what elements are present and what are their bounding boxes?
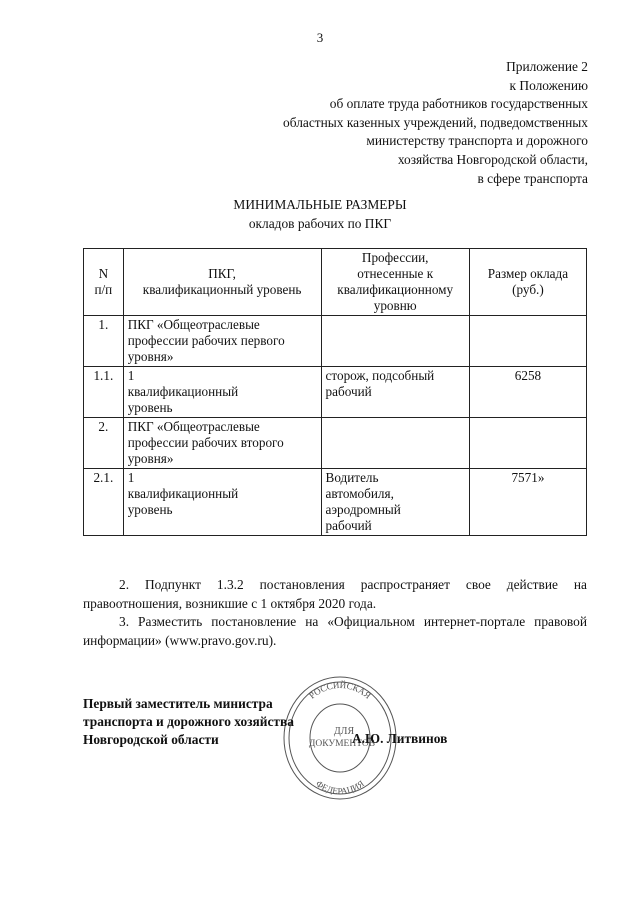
signer-position-line: Новгородской области <box>83 732 219 747</box>
table-cell: 2. <box>84 418 124 469</box>
header-cell-salary: Размер оклада (руб.) <box>469 249 586 316</box>
table-cell <box>469 418 586 469</box>
seal-bottom-text: ФЕДЕРАЦИЯ <box>314 778 366 797</box>
seal-center-line-2: ДОКУМЕНТОВ <box>308 739 376 749</box>
appendix-line: хозяйства Новгородской области, <box>397 151 588 167</box>
table-cell: 1.1. <box>84 367 124 418</box>
header-cell-pkg: ПКГ, квалификационный уровень <box>123 249 321 316</box>
page-number: 3 <box>316 30 324 45</box>
table-cell: 7571» <box>469 469 586 536</box>
salary-table <box>83 248 587 536</box>
appendix-line: Приложение 2 <box>506 59 588 74</box>
seal-top-text: РОССИЙСКАЯ <box>307 679 373 701</box>
header-cell-professions: Профессии, отнесенные к квалификационному уровню <box>321 249 469 316</box>
table-row <box>84 316 587 367</box>
appendix-header <box>228 58 588 188</box>
table-cell: ПКГ «Общеотраслевые профессии рабочих первого уровня» <box>123 316 321 367</box>
table-cell: 6258 <box>469 367 586 418</box>
header-cell-number: N п/п <box>84 249 124 316</box>
table-cell: ПКГ «Общеотраслевые профессии рабочих второго уровня» <box>123 418 321 469</box>
signer-position-line: Первый заместитель министра <box>83 696 273 711</box>
appendix-line: к Положению <box>509 77 588 93</box>
table-cell: 1 квалификационный уровень <box>123 469 321 536</box>
appendix-line: министерству транспорта и дорожного <box>366 133 588 149</box>
table-cell: 1 квалификационный уровень <box>123 367 321 418</box>
table-cell: сторож, подсобный рабочий <box>321 367 469 418</box>
paragraph: 3. Разместить постановление на «Официальном интернет-портале правовой информации» (www.pravo.gov.ru). <box>83 614 587 648</box>
table-cell <box>469 316 586 367</box>
paragraph: 2. Подпункт 1.3.2 постановления распространяет свое действие на правоотношения, возникшие с 1 октября 2020 года. <box>83 577 587 611</box>
table-cell <box>321 418 469 469</box>
table-row <box>84 469 587 536</box>
table-row <box>84 418 587 469</box>
title-line-2: окладов рабочих по ПКГ <box>248 215 392 231</box>
table-header-row <box>84 249 587 316</box>
title-line-1: МИНИМАЛЬНЫЕ РАЗМЕРЫ <box>233 197 407 212</box>
appendix-line: в сфере транспорта <box>477 170 588 186</box>
appendix-line: об оплате труда работников государственных <box>329 96 588 112</box>
table-cell: Водитель автомобиля, аэродромный рабочий <box>321 469 469 536</box>
table-cell: 2.1. <box>84 469 124 536</box>
appendix-line: областных казенных учреждений, подведомственных <box>283 114 588 130</box>
signer-position-line: транспорта и дорожного хозяйства <box>83 714 294 729</box>
signer-name: А.Ю. Литвинов <box>352 731 448 746</box>
seal-center-line-1: ДЛЯ <box>333 726 355 737</box>
table-cell <box>321 316 469 367</box>
document-title <box>0 196 640 233</box>
body-paragraphs <box>83 576 587 650</box>
signature-block <box>83 695 343 749</box>
table-cell: 1. <box>84 316 124 367</box>
table-row <box>84 367 587 418</box>
